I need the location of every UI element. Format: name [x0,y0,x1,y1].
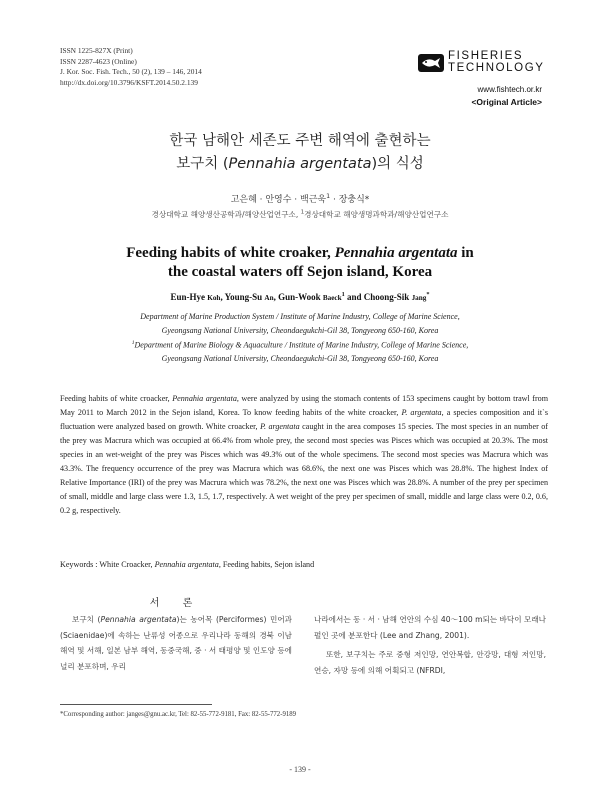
intro-right-column [314,612,546,678]
journal-citation: J. Kor. Soc. Fish. Tech., 50 (2), 139 – 146, 2014 [60,67,202,76]
fish-logo-icon [418,54,444,72]
page-number: - 139 - [289,765,311,774]
abstract: Feeding habits of white croacker, Pennahia argentata, were analyzed by using the stomach contents of 153 specimens caught by bottom trawl from May 2011 to March 2012 in the Sejon island, Korea. To know feeding habits of the white croacker, P. argentata, a species composition and it`s fluctuation were analyzed based on growth. White croacker, P. argentata caught in the area composes 15 species. The most species in an number of the prey was Macrura which was occupied at 66.4% from whole prey, the second most species was Pisces which was occupied at 20.3%. The most species in an wet-weight of the prey was Pisces which was 49.3% out of the whole specimens. The second most species was Macrura which was 43.3%. The frequency occurrence of the prey was Macrura which was 68.6%, the next one was Pisces which was 28.8%. The highest Index of Relative Importance (IRI) of the prey was Macrura which was 78.2%, the next one was Pisces which was 28.8%. A number of the prey per specimen of small, middle and large class were 1.3, 1.5, 1.7, respectively. A wet weight of the prey per specimen of small, middle and large class were 0.2, 0.6, 0.2 g, respectively. [60,394,549,515]
intro-paragraph: 보구치 (Pennahia argentata)는 농어목 (Perciformes) 민어과 (Sciaenidae)에 속하는 난류성 어종으로 우리나라 동해의 경북 이남 해역 및 서해, 일본 남부 해역, 동중국해, 중 · 서 태평양 및 인도양 등에 널리 분포하며, 우리 [60,615,292,671]
journal-website[interactable]: www.fishtech.or.kr [477,85,542,94]
issn-online: ISSN 2287-4623 (Online) [60,56,137,66]
issn-print: ISSN 1225-827X (Print) [60,46,133,55]
footnote-divider [60,704,212,705]
intro-left-column [60,612,292,674]
english-authors: Eun-Hye Koh, Young-Su An, Gun-Wook Baeck$^1$ and Choong-Sik Jang* [170,291,430,302]
article-type: <Original Article> [471,97,542,107]
english-title: Feeding habits of white croaker, Pennahia argentata in the coastal waters off Sejon island, Korea [126,245,474,280]
keywords: Keywords : White Croacker, Pennahia argentata, Feeding habits, Sejon island [60,560,315,569]
doi-link[interactable]: http://dx.doi.org/10.3796/KSFT.2014.50.2.139 [60,77,198,87]
journal-logo [418,50,544,80]
korean-title: 한국 남해안 세존도 주변 해역에 출현하는 보구치 (Pennahia argentata)의 식성 [169,133,431,172]
english-affiliations: Department of Marine Production System / Institute of Marine Industry, College of Marine Science, Gyeongsang National University, Cheondaegukchi-Gil 38, Tongyeong 650-160, Korea $^1$Department of Marine Biology & Aquaculture / Institute of Marine Industry, College of Marine Science, Gyeongsang National University, Cheondaegukchi-Gil 38, Tongyeong 650-160, Korea [131,312,469,364]
korean-affiliation: 경상대학교 해양생산공학과/해양산업연구소, $^1$경상대학교 해양생명과학과/해양산업연구소 [151,209,449,219]
intro-paragraph-continued: 나라에서는 동 · 서 · 남해 연안의 수심 40～100 m되는 바닥이 모래나 펄인 곳에 분포한다 (Lee and Zhang, 2001). [314,615,546,640]
section-heading-introduction: 서 론 [149,598,203,609]
logo-text: FISHERIES TECHNOLOGY [448,50,545,74]
intro-paragraph: 또한, 보구치는 주로 중형 저인망, 연안복합, 안강망, 대형 저인망, 연승, 자망 등에 의해 어획되고 (NFRDI, [314,650,546,675]
corresponding-author-footnote: *Corresponding author: janges@gnu.ac.kr, Tel: 82-55-772-9181, Fax: 82-55-772-9189 [60,711,297,718]
journal-metadata [60,46,202,88]
korean-authors: 고은혜 · 안영수 · 백근욱$^1$ · 장충식* [230,193,370,205]
